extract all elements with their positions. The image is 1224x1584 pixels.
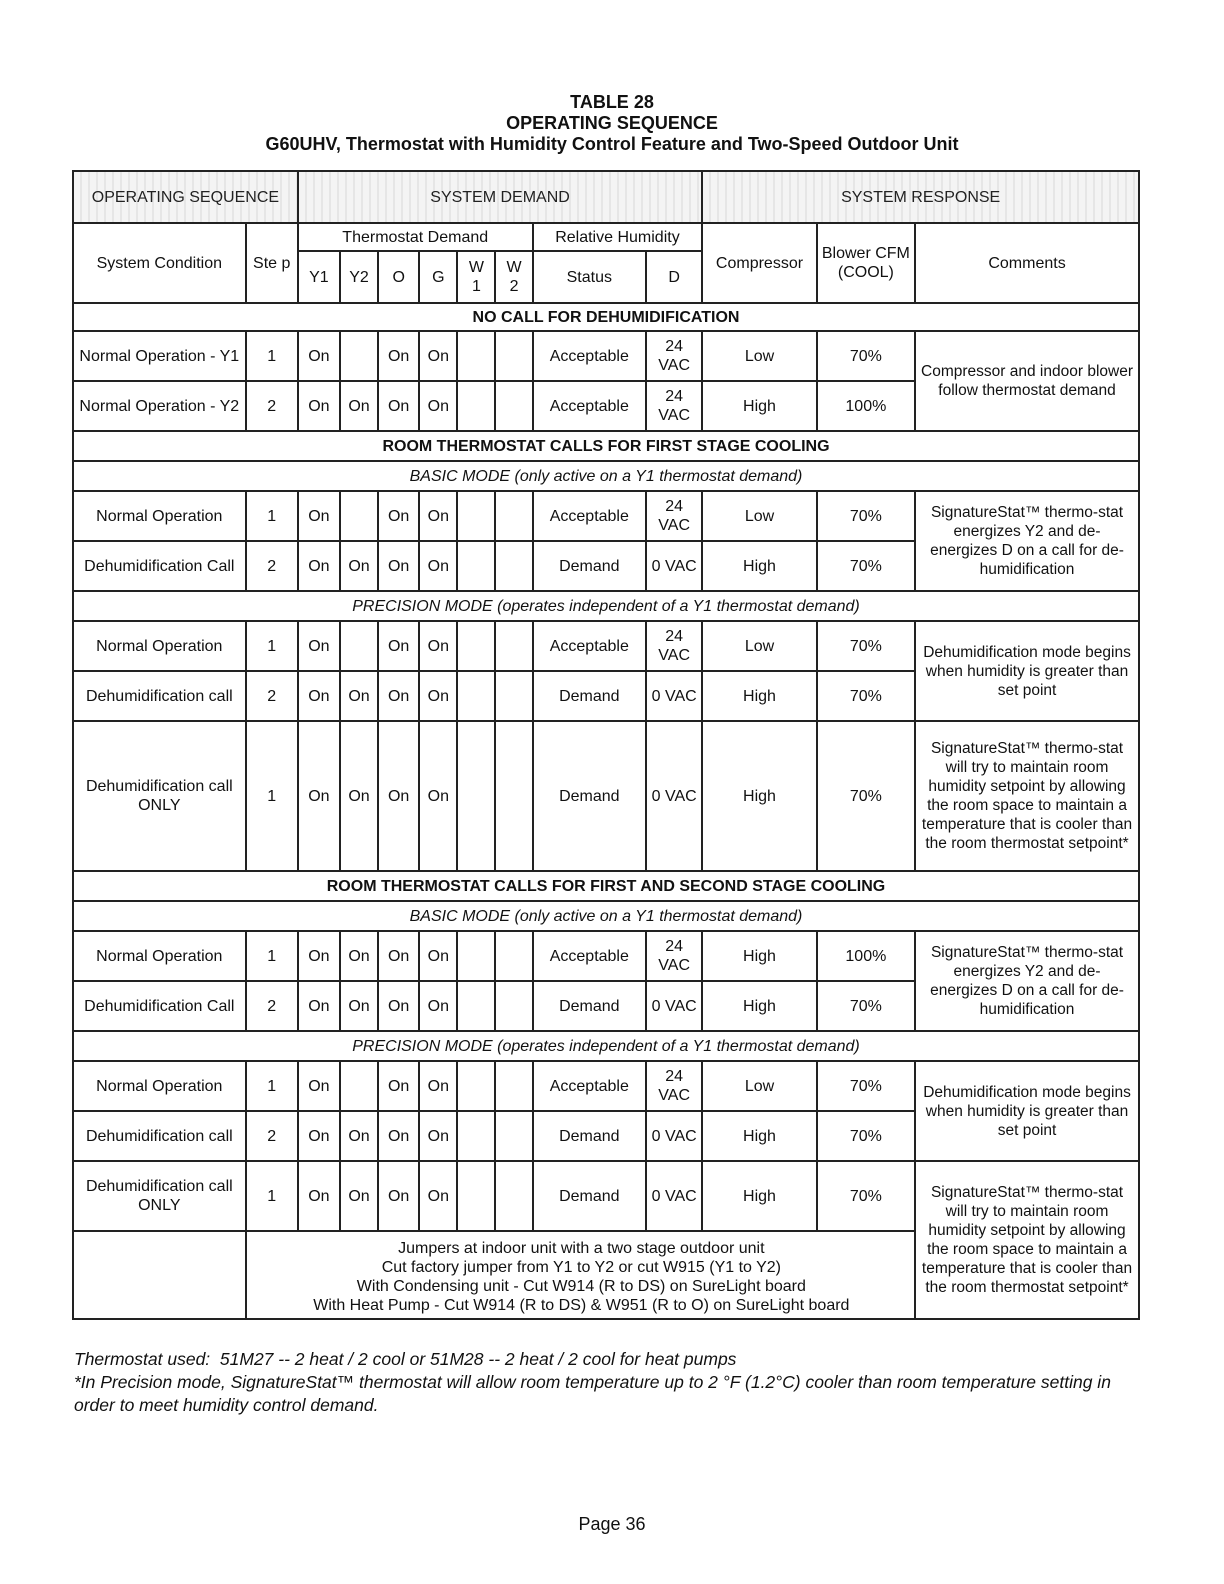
cell-status: Acceptable	[533, 621, 646, 671]
cell-o: On	[378, 931, 419, 981]
footnote-thermostat: Thermostat used: 51M27 -- 2 heat / 2 cool or 51M28 -- 2 heat / 2 cool for heat pumps	[74, 1349, 737, 1369]
cell-o: On	[378, 1061, 419, 1111]
cell-cond: Normal Operation	[73, 1061, 246, 1111]
cell-d: 0 VAC	[646, 981, 702, 1031]
cell-comp: High	[702, 721, 816, 871]
cell-w2	[495, 981, 532, 1031]
comment-dehum-mode-2: Dehumidification mode begins when humidity is greater than set point	[915, 1061, 1139, 1161]
cell-w1	[457, 671, 495, 721]
comment-dehum-mode: Dehumidification mode begins when humidity is greater than set point	[915, 621, 1139, 721]
cell-w1	[457, 981, 495, 1031]
cell-y2: On	[340, 931, 378, 981]
cell-y2: On	[340, 381, 378, 431]
cell-step: 1	[246, 331, 298, 381]
cell-y1: On	[298, 381, 340, 431]
cell-status: Acceptable	[533, 381, 646, 431]
header-d: D	[646, 251, 702, 303]
header-system-condition: System Condition	[73, 223, 246, 303]
page-number: Page 36	[578, 1514, 646, 1534]
mode-precision-2: PRECISION MODE (operates independent of a Y1 thermostat demand)	[73, 1031, 1139, 1061]
cell-step: 2	[246, 381, 298, 431]
cell-y2	[340, 621, 378, 671]
cell-o: On	[378, 721, 419, 871]
cell-o: On	[378, 381, 419, 431]
comment-follow-demand: Compressor and indoor blower follow thermostat demand	[915, 331, 1139, 431]
jumpers-line: Cut factory jumper from Y1 to Y2 or cut W915 (Y1 to Y2)	[381, 1259, 781, 1276]
cell-comp: High	[702, 541, 816, 591]
header-thermostat-demand: Thermostat Demand	[298, 223, 533, 251]
cell-step: 2	[246, 671, 298, 721]
cell-w2	[495, 541, 532, 591]
cell-step: 2	[246, 981, 298, 1031]
mode-basic: BASIC MODE (only active on a Y1 thermostat demand)	[73, 461, 1139, 491]
table-row	[73, 491, 1139, 541]
cell-y1: On	[298, 931, 340, 981]
cell-d: 24 VAC	[646, 1061, 702, 1111]
cell-y2	[340, 491, 378, 541]
cell-g: On	[419, 491, 457, 541]
cell-cfm: 70%	[817, 1111, 915, 1161]
cell-cfm: 70%	[817, 1161, 915, 1231]
comment-sigstat-precision-2: SignatureStat™ thermo-stat will try to maintain room humidity setpoint by allowing the room space to maintain a temperature that is cooler than the room thermostat setpoint*	[915, 1161, 1139, 1319]
cell-w2	[495, 491, 532, 541]
title-line-2: OPERATING SEQUENCE	[506, 113, 718, 133]
cell-d: 24 VAC	[646, 331, 702, 381]
cell-g: On	[419, 1061, 457, 1111]
cell-o: On	[378, 491, 419, 541]
cell-g: On	[419, 541, 457, 591]
header-comments: Comments	[915, 223, 1139, 303]
cell-y1: On	[298, 981, 340, 1031]
header-y2: Y2	[340, 251, 378, 303]
cell-w1	[457, 541, 495, 591]
cell-g: On	[419, 931, 457, 981]
cell-w1	[457, 331, 495, 381]
cell-y1: On	[298, 621, 340, 671]
cell-cond: Normal Operation	[73, 931, 246, 981]
cell-w1	[457, 1111, 495, 1161]
cell-w2	[495, 381, 532, 431]
cell-w1	[457, 1161, 495, 1231]
cell-status: Demand	[533, 671, 646, 721]
cell-cond: Normal Operation - Y1	[73, 331, 246, 381]
cell-cfm: 70%	[817, 331, 915, 381]
header-band-row	[73, 171, 1139, 223]
table-row	[73, 931, 1139, 981]
header-step: Ste p	[246, 223, 298, 303]
cell-step: 2	[246, 541, 298, 591]
cell-w1	[457, 931, 495, 981]
jumpers-line: With Heat Pump - Cut W914 (R to DS) & W951 (R to O) on SureLight board	[313, 1297, 850, 1314]
cell-w1	[457, 1061, 495, 1111]
table-row	[73, 1061, 1139, 1111]
title-line-3: G60UHV, Thermostat with Humidity Control Feature and Two-Speed Outdoor Unit	[265, 134, 959, 154]
cell-g: On	[419, 721, 457, 871]
cell-status: Acceptable	[533, 491, 646, 541]
cell-o: On	[378, 671, 419, 721]
cell-status: Demand	[533, 1161, 646, 1231]
cell-o: On	[378, 1111, 419, 1161]
cell-o: On	[378, 331, 419, 381]
table-title	[0, 92, 1224, 155]
cell-cfm: 70%	[817, 1061, 915, 1111]
cell-w1	[457, 491, 495, 541]
cell-g: On	[419, 981, 457, 1031]
cell-comp: High	[702, 1161, 816, 1231]
cell-y1: On	[298, 1111, 340, 1161]
cell-g: On	[419, 381, 457, 431]
comment-sigstat-basic-2: SignatureStat™ thermo-stat energizes Y2 and de-energizes D on a call for de-humidification	[915, 931, 1139, 1031]
cell-cfm: 70%	[817, 671, 915, 721]
table-row	[73, 1161, 1139, 1231]
cell-status: Acceptable	[533, 1061, 646, 1111]
header-compressor: Compressor	[702, 223, 816, 303]
cell-step: 1	[246, 931, 298, 981]
header-g: G	[419, 251, 457, 303]
header-row-1	[73, 223, 1139, 251]
footnotes	[74, 1348, 1140, 1417]
cell-cond: Dehumidification call	[73, 671, 246, 721]
cell-w2	[495, 1161, 532, 1231]
cell-status: Acceptable	[533, 931, 646, 981]
cell-status: Demand	[533, 1111, 646, 1161]
table-row	[73, 331, 1139, 381]
cell-y2: On	[340, 1161, 378, 1231]
cell-d: 0 VAC	[646, 1111, 702, 1161]
cell-cond: Dehumidification call ONLY	[73, 721, 246, 871]
cell-cfm: 100%	[817, 931, 915, 981]
cell-w1	[457, 621, 495, 671]
cell-cond: Dehumidification Call	[73, 981, 246, 1031]
cell-y1: On	[298, 541, 340, 591]
title-line-1: TABLE 28	[570, 92, 654, 112]
cell-y2	[340, 1061, 378, 1111]
cell-o: On	[378, 621, 419, 671]
cell-comp: Low	[702, 331, 816, 381]
section-no-call: NO CALL FOR DEHUMIDIFICATION	[73, 303, 1139, 331]
cell-cond: Dehumidification call	[73, 1111, 246, 1161]
cell-y2: On	[340, 541, 378, 591]
cell-w2	[495, 931, 532, 981]
header-blower-cfm: Blower CFM (COOL)	[817, 223, 915, 303]
cell-status: Demand	[533, 721, 646, 871]
cell-y1: On	[298, 671, 340, 721]
cell-g: On	[419, 331, 457, 381]
cell-step: 1	[246, 1161, 298, 1231]
cell-status: Acceptable	[533, 331, 646, 381]
header-relative-humidity: Relative Humidity	[533, 223, 703, 251]
footnote-precision: *In Precision mode, SignatureStat™ thermostat will allow room temperature up to 2 °F (1.2°C) cooler than room temperature setting in order to meet humidity control demand.	[74, 1372, 1116, 1415]
cell-cond: Dehumidification Call	[73, 541, 246, 591]
cell-cfm: 70%	[817, 621, 915, 671]
cell-step: 1	[246, 1061, 298, 1111]
cell-g: On	[419, 1111, 457, 1161]
cell-o: On	[378, 981, 419, 1031]
cell-y2	[340, 331, 378, 381]
cell-y1: On	[298, 1061, 340, 1111]
cell-y1: On	[298, 491, 340, 541]
cell-cfm: 70%	[817, 541, 915, 591]
cell-cfm: 70%	[817, 721, 915, 871]
cell-comp: Low	[702, 1061, 816, 1111]
cell-cond: Normal Operation	[73, 491, 246, 541]
cell-comp: Low	[702, 491, 816, 541]
cell-status: Demand	[533, 541, 646, 591]
cell-o: On	[378, 1161, 419, 1231]
section-first-stage: ROOM THERMOSTAT CALLS FOR FIRST STAGE COOLING	[73, 431, 1139, 461]
jumpers-line: Jumpers at indoor unit with a two stage outdoor unit	[398, 1240, 765, 1257]
jumpers-line: With Condensing unit - Cut W914 (R to DS) on SureLight board	[356, 1278, 806, 1295]
cell-y1: On	[298, 331, 340, 381]
cell-y2: On	[340, 721, 378, 871]
cell-y2: On	[340, 981, 378, 1031]
table-row	[73, 721, 1139, 871]
cell-d: 24 VAC	[646, 621, 702, 671]
cell-y1: On	[298, 1161, 340, 1231]
mode-basic-2: BASIC MODE (only active on a Y1 thermostat demand)	[73, 901, 1139, 931]
cell-w2	[495, 331, 532, 381]
cell-w2	[495, 671, 532, 721]
header-o: O	[378, 251, 419, 303]
cell-step: 1	[246, 621, 298, 671]
cell-comp: High	[702, 981, 816, 1031]
cell-y2: On	[340, 671, 378, 721]
cell-d: 0 VAC	[646, 671, 702, 721]
cell-status: Demand	[533, 981, 646, 1031]
cell-g: On	[419, 621, 457, 671]
cell-d: 0 VAC	[646, 1161, 702, 1231]
comment-sigstat-basic: SignatureStat™ thermo-stat energizes Y2 and de-energizes D on a call for de-humidification	[915, 491, 1139, 591]
cell-cfm: 70%	[817, 981, 915, 1031]
cell-w2	[495, 721, 532, 871]
cell-g: On	[419, 1161, 457, 1231]
cell-d: 0 VAC	[646, 721, 702, 871]
cell-o: On	[378, 541, 419, 591]
cell-step: 1	[246, 721, 298, 871]
cell-comp: High	[702, 671, 816, 721]
cell-w2	[495, 1111, 532, 1161]
cell-step: 2	[246, 1111, 298, 1161]
header-status: Status	[533, 251, 646, 303]
header-w1: W 1	[457, 251, 495, 303]
header-system-response: SYSTEM RESPONSE	[702, 171, 1139, 223]
cell-comp: Low	[702, 621, 816, 671]
cell-d: 0 VAC	[646, 541, 702, 591]
cell-w2	[495, 1061, 532, 1111]
section-first-second-stage: ROOM THERMOSTAT CALLS FOR FIRST AND SECOND STAGE COOLING	[73, 871, 1139, 901]
cell-cond: Normal Operation	[73, 621, 246, 671]
header-w2: W 2	[495, 251, 532, 303]
header-y1: Y1	[298, 251, 340, 303]
cell-cfm: 70%	[817, 491, 915, 541]
mode-precision: PRECISION MODE (operates independent of a Y1 thermostat demand)	[73, 591, 1139, 621]
comment-sigstat-precision: SignatureStat™ thermo-stat will try to maintain room humidity setpoint by allowing the room space to maintain a temperature that is cooler than the room thermostat setpoint*	[915, 721, 1139, 871]
cell-d: 24 VAC	[646, 381, 702, 431]
cell-w1	[457, 381, 495, 431]
header-system-demand: SYSTEM DEMAND	[298, 171, 702, 223]
cell-comp: High	[702, 381, 816, 431]
operating-sequence-table	[72, 170, 1140, 1320]
cell-w2	[495, 621, 532, 671]
cell-cond: Normal Operation - Y2	[73, 381, 246, 431]
cell-step: 1	[246, 491, 298, 541]
cell-w1	[457, 721, 495, 871]
cell-y1: On	[298, 721, 340, 871]
cell-comp: High	[702, 1111, 816, 1161]
cell-d: 24 VAC	[646, 931, 702, 981]
cell-comp: High	[702, 931, 816, 981]
cell-d: 24 VAC	[646, 491, 702, 541]
cell-cfm: 100%	[817, 381, 915, 431]
header-operating-sequence: OPERATING SEQUENCE	[73, 171, 298, 223]
cell-g: On	[419, 671, 457, 721]
table-row	[73, 621, 1139, 671]
jumpers-note	[246, 1231, 915, 1319]
cell-y2: On	[340, 1111, 378, 1161]
cell-cond: Dehumidification call ONLY	[73, 1161, 246, 1231]
